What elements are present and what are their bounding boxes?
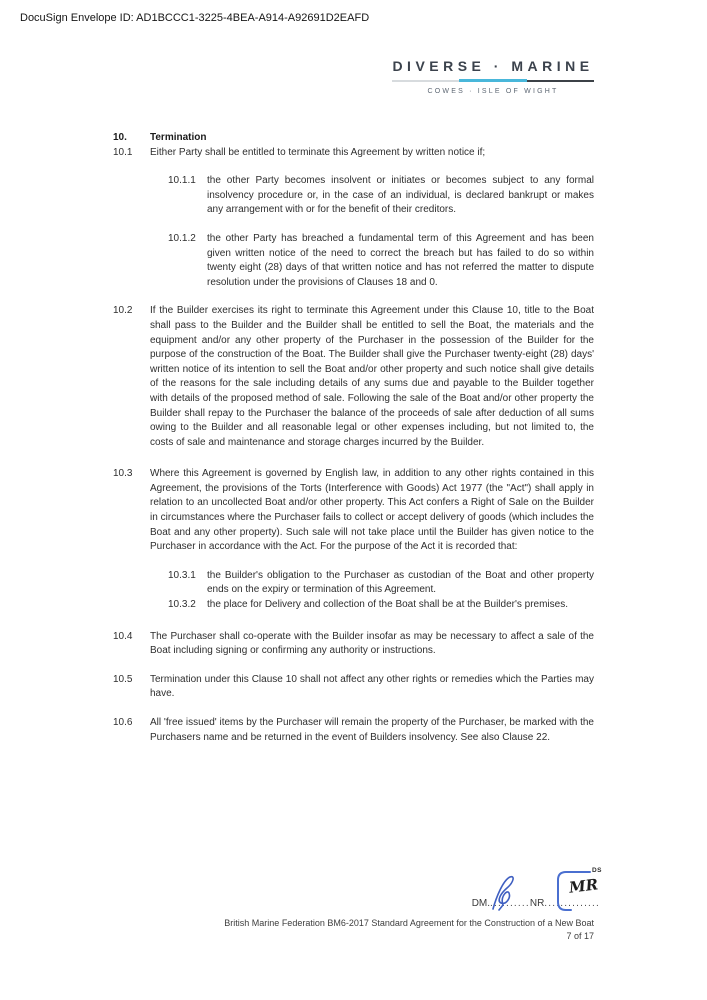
clause-10-5: [113, 673, 594, 702]
clause-text: If the Builder exercises its right to terminate this Agreement under this Clause 10, title to the Boat shall pass to the Builder and the Builder shall be entitled to sell the Boat, the materials and the equipment and/or any other property of the Purchaser in the possession of the Builder for the purpose of the construction of the Boat. The Builder shall give the Purchaser twenty-eight (28) days' written notice of its intention to sell the Boat and/or other property and such notice shall give details of the reasons for the sale including details of any sums due and payable to the Builder together with details of the proposed method of sale. Following the sale of the Boat and/or other property the Builder shall repay to the Purchaser the balance of the proceeds of sale after deduction of all sums owing to the Builder and all reasonable legal or other expenses including, but not limited to, the costs of sale and maintenance and storage charges incurred by the Builder.: [150, 305, 594, 448]
clause-number: 10.3.2: [168, 599, 196, 611]
nr-initials-ink: MR: [568, 875, 600, 897]
clause-10-1: [113, 146, 594, 161]
docusign-envelope-id: DocuSign Envelope ID: AD1BCCC1-3225-4BEA-A914-A92691D2EAFD: [20, 12, 370, 24]
clause-number: 10.4: [113, 630, 133, 642]
clause-title: Termination: [150, 132, 207, 143]
clause-text: Where this Agreement is governed by English law, in addition to any other rights contained in this Agreement, the provisions of the Torts (Interference with Goods) Act 1977 (the "Act") shall apply in relation to an uncollected Boat and/or other property. This Act confers a Right of Sale on the Builder in circumstances where the Purchaser fails to collect or accept delivery of goods (which includes the Boat and any other property). Such sale will not take place until the Builder has given notice to the Purchaser in accordance with the Act. For the purpose of the Act it is recorded that:: [150, 468, 594, 553]
clause-text: the place for Delivery and collection of the Boat shall be at the Builder's premises.: [207, 599, 568, 611]
docusign-tab-label: DS: [591, 867, 602, 874]
clause-number: 10.3: [113, 468, 133, 480]
page-number: 7 of 17: [566, 931, 594, 941]
initials-row: [471, 867, 602, 909]
clause-number: 10.5: [113, 673, 133, 685]
clause-text: the other Party has breached a fundamental term of this Agreement and has been given written notice of the need to correct the breach but has failed to do so within twenty eight (28) days of that written notice and has not referred the matter to dispute resolution under the provisions of Clauses 18 and 0.: [207, 232, 594, 288]
logo-divider: [392, 79, 594, 82]
dm-initials-label: DM.: [471, 898, 491, 909]
clause-text: the Builder's obligation to the Purchaser as custodian of the Boat and other property ends on the expiry or termination of this Agreement.: [207, 569, 594, 596]
clause-number: 10.3.1: [168, 569, 196, 581]
logo-divider-left: [392, 80, 459, 82]
clause-text: the other Party becomes insolvent or initiates or becomes subject to any formal insolvency procedure or, in the case of an individual, is declared bankrupt or makes any arrangement with or for the benefit of their creditors.: [207, 175, 594, 216]
clause-10-1-2: [113, 232, 594, 290]
logo-divider-middle: [459, 79, 526, 82]
docusign-initials-field[interactable]: [554, 868, 606, 914]
clause-10-3-2: [113, 598, 594, 613]
company-logo: [392, 58, 594, 95]
clause-10-2: [113, 304, 594, 450]
clause-10-heading: [113, 131, 594, 146]
nr-initials-label: NR: [529, 898, 545, 909]
clause-number: 10.1.2: [168, 232, 196, 244]
clause-number: 10.1: [113, 146, 133, 158]
dm-dotted-line: ..........: [490, 898, 530, 909]
clause-number: 10.2: [113, 305, 133, 317]
logo-divider-right: [527, 80, 594, 82]
clause-text: The Purchaser shall co-operate with the Builder insofar as may be necessary to affect a sale of the Boat including signing or confirming any authority or instructions.: [150, 630, 594, 657]
clause-10-3-1: [113, 569, 594, 598]
clause-number: 10.: [113, 132, 127, 143]
nr-dotted-line: ..............: [544, 898, 600, 909]
clause-number: 10.6: [113, 717, 133, 728]
clause-text: Termination under this Clause 10 shall not affect any other rights or remedies which the Parties may have.: [150, 673, 594, 700]
clause-number: 10.1.1: [168, 175, 196, 187]
logo-title: DIVERSE · MARINE: [392, 58, 594, 74]
clause-10-4: [113, 630, 594, 659]
clause-10-3: [113, 467, 594, 555]
contract-body: [113, 131, 594, 759]
clause-10-6: [113, 716, 594, 745]
clause-text: Either Party shall be entitled to terminate this Agreement by written notice if;: [150, 146, 486, 158]
clause-text: All 'free issued' items by the Purchaser will remain the property of the Purchaser, be marked with the Purchasers name and be returned in the event of Builders insolvency. See also Clause 22.: [150, 717, 594, 743]
page-footer: [224, 917, 594, 943]
footer-agreement-title: British Marine Federation BM6-2017 Standard Agreement for the Construction of a New Boat: [224, 918, 594, 928]
logo-subtitle: COWES · ISLE OF WIGHT: [427, 88, 559, 95]
clause-10-1-1: [113, 174, 594, 218]
